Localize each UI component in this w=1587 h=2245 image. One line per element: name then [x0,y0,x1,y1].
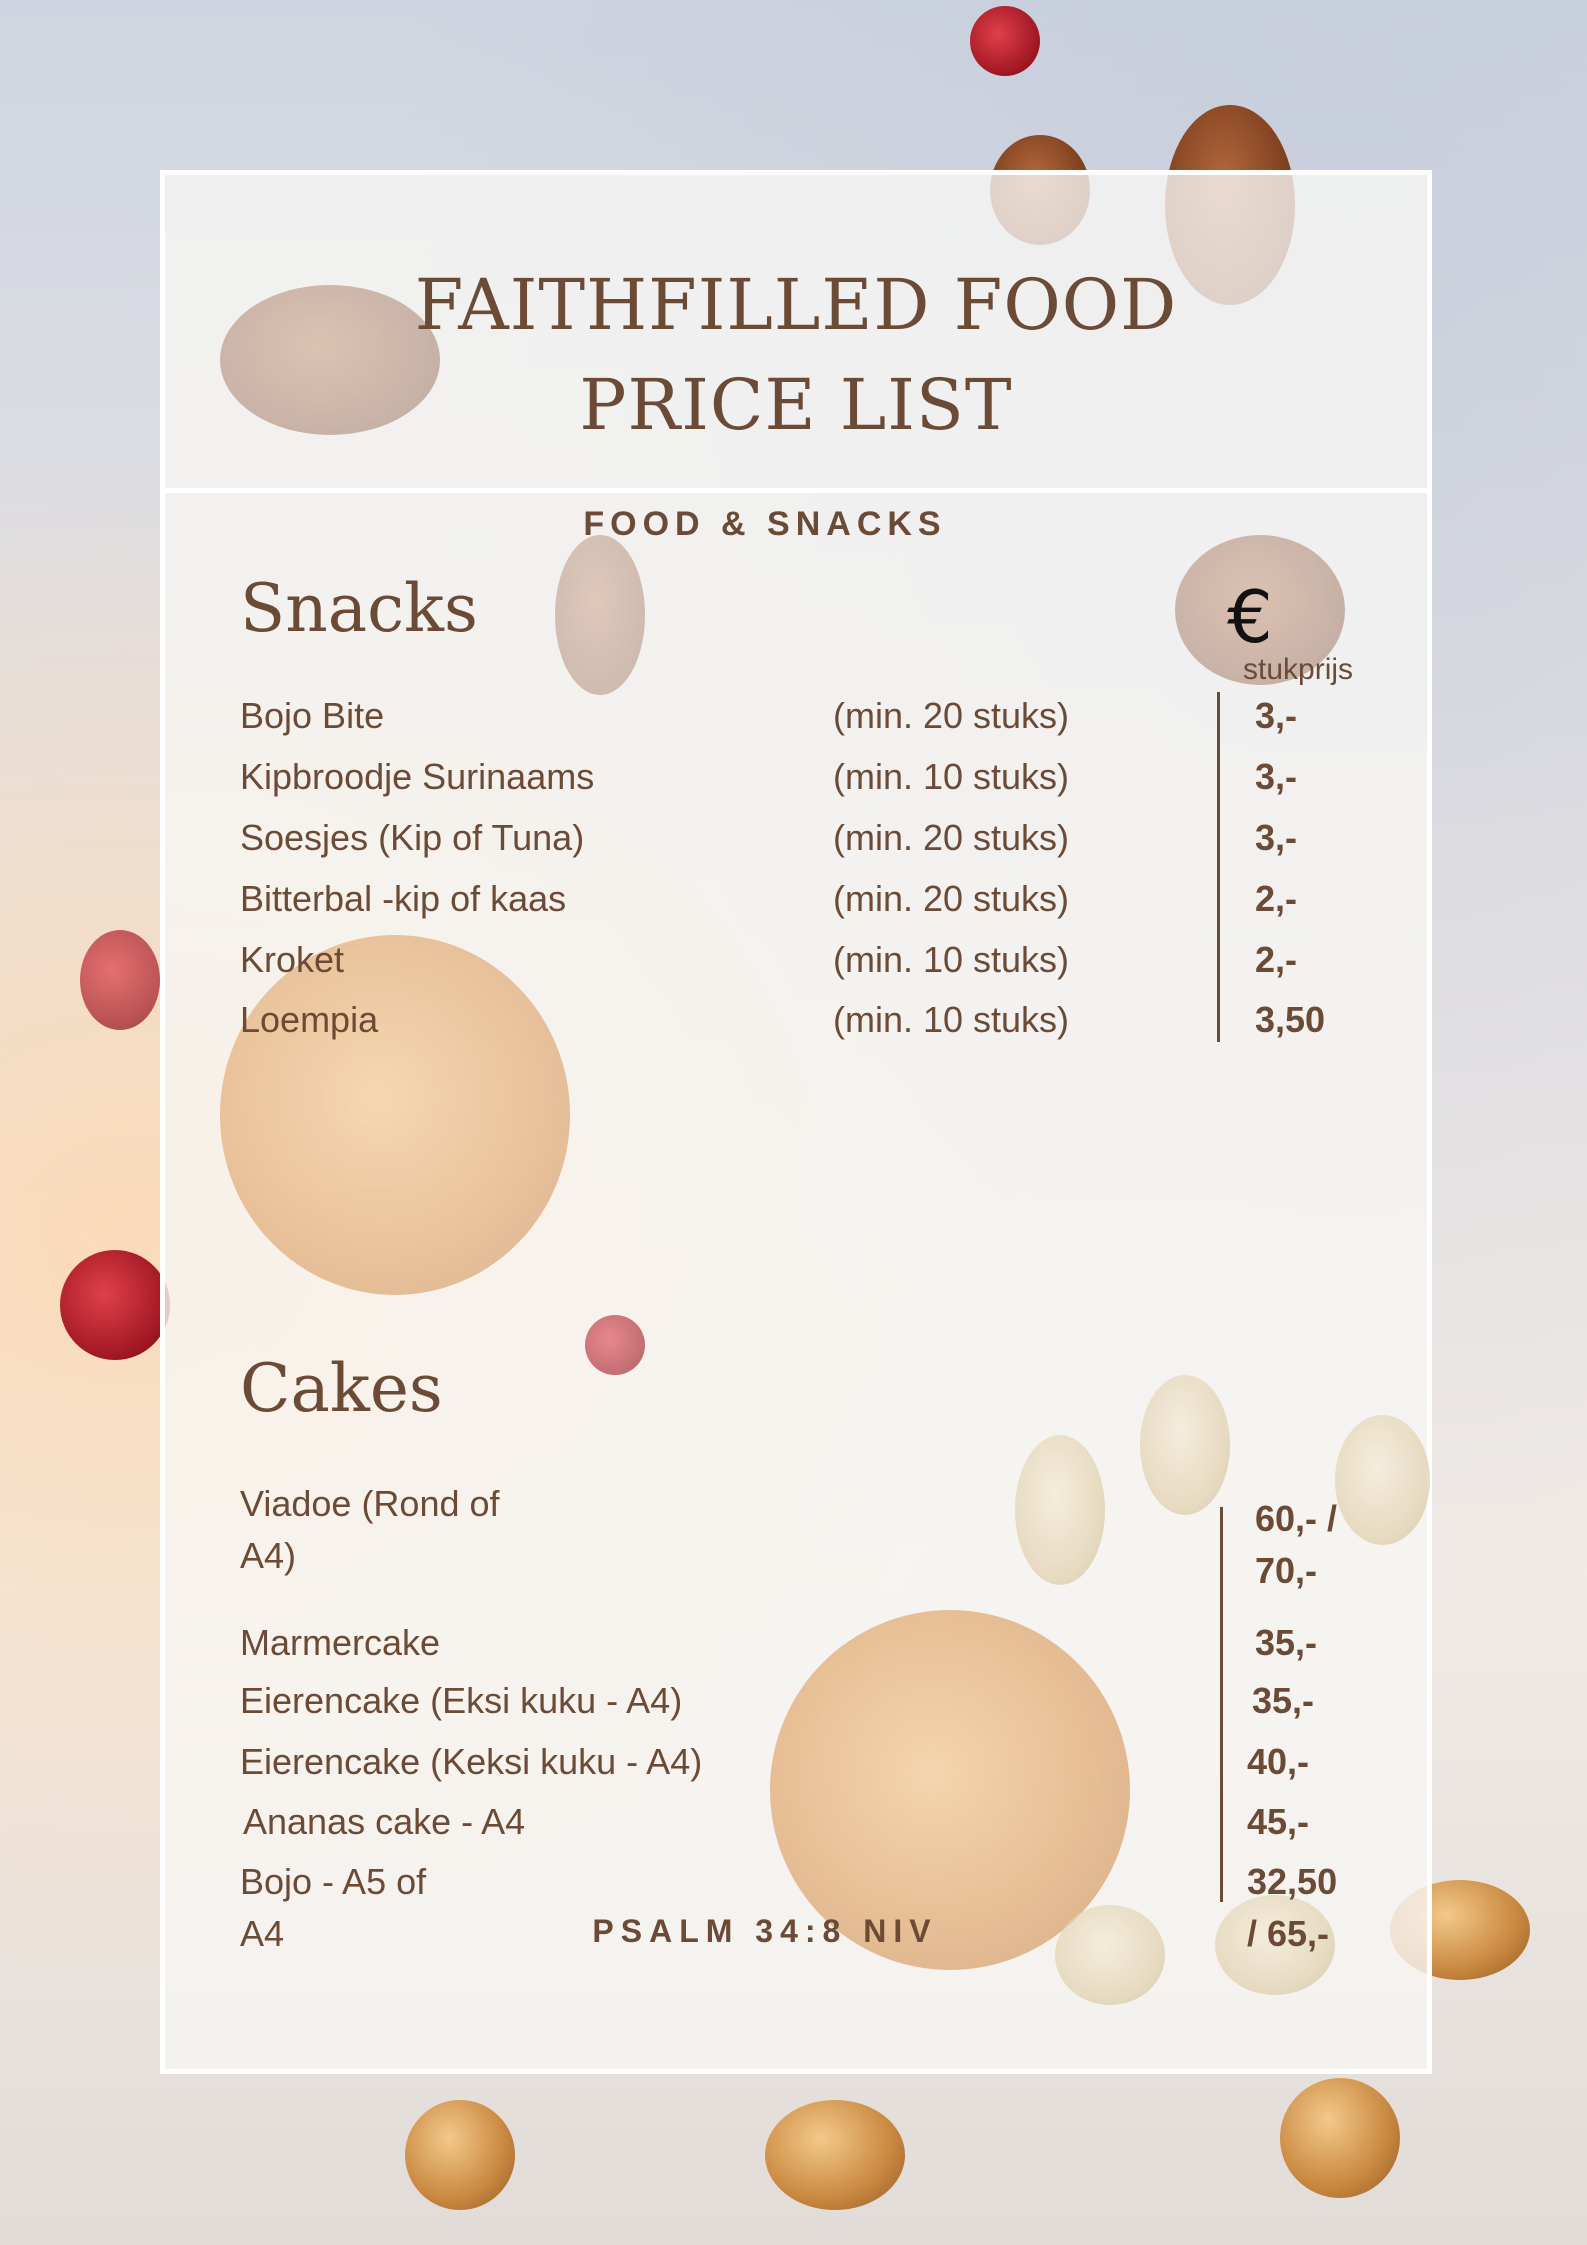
cake-item-name-line: Viadoe (Rond of [240,1483,500,1524]
snack-item-min: (min. 20 stuks) [832,817,1070,858]
cake-item-price-line: 70,- [1255,1550,1318,1591]
cake-item-price: 35,- [1252,1680,1315,1721]
snack-item-name: Loempia [240,999,379,1040]
cake-item-name: Marmercake [240,1622,441,1663]
snack-item-name: Bojo Bite [240,695,385,736]
cake-item-price: 40,- [1247,1741,1310,1782]
header-divider [165,488,1427,493]
snack-item-price: 2,- [1255,939,1298,980]
cake-item-name: Eierencake (Keksi kuku - A4) [240,1741,703,1782]
pistachio-decoration [1015,1435,1105,1585]
section-title-cakes: Cakes [240,1350,443,1427]
snack-item-price: 2,- [1255,878,1298,919]
pistachio-decoration [1335,1415,1430,1545]
snack-item-price: 3,- [1255,756,1298,797]
snack-item-min: (min. 20 stuks) [832,878,1070,919]
snack-item-min: (min. 20 stuks) [832,695,1070,736]
cake-item-name-line: Bojo - A5 of [240,1861,427,1902]
cake-item-price-line: 32,50 [1247,1861,1338,1902]
cake-item-price-line: 60,- / [1255,1498,1338,1539]
cake-item-price [1255,1493,1337,1597]
snack-item-min: (min. 10 stuks) [832,939,1070,980]
section-title-snacks: Snacks [240,570,478,647]
pecan-decoration [555,535,645,695]
cakes-price-divider [1220,1507,1223,1902]
cake-decoration [220,935,570,1295]
snack-item-name: Soesjes (Kip of Tuna) [240,817,585,858]
cake-item-name [240,1478,500,1582]
snack-item-price: 3,- [1255,817,1298,858]
pistachio-decoration [405,2100,515,2210]
cake-item-name-line: A4 [240,1913,285,1954]
cake-item-name: Eierencake (Eksi kuku - A4) [240,1680,683,1721]
rose-decoration [80,930,160,1030]
snack-item-name: Kroket [240,939,345,980]
cake-item-price: 35,- [1255,1622,1318,1663]
page-title [165,255,1427,455]
pistachio-decoration [1280,2078,1400,2198]
bible-verse-footer: PSALM 34:8 NIV [592,1913,938,1949]
rose-decoration [60,1250,170,1360]
rose-decoration [585,1315,645,1375]
snack-item-min: (min. 10 stuks) [832,756,1070,797]
price-list-panel [160,170,1432,2074]
pistachio-decoration [765,2100,905,2210]
cake-item-name: Ananas cake - A4 [243,1801,526,1842]
cake-item-price-line: / 65,- [1247,1913,1330,1954]
title-line-2: PRICE LIST [579,364,1013,446]
snack-item-name: Kipbroodje Surinaams [240,756,595,797]
snack-item-min: (min. 10 stuks) [832,999,1070,1040]
euro-icon: € [1227,575,1273,659]
title-line-1: FAITHFILLED FOOD [414,264,1178,346]
snack-item-name: Bitterbal -kip of kaas [240,878,567,919]
rose-decoration [970,6,1040,76]
pistachio-decoration [1140,1375,1230,1515]
snacks-price-divider [1217,692,1220,1042]
unit-price-label: stukprijs [1243,653,1354,686]
snack-item-price: 3,50 [1255,999,1326,1040]
cake-item-name-line: A4) [240,1535,297,1576]
subtitle: FOOD & SNACKS [583,505,947,543]
cake-item-price: 45,- [1247,1801,1310,1842]
snack-item-price: 3,- [1255,695,1298,736]
